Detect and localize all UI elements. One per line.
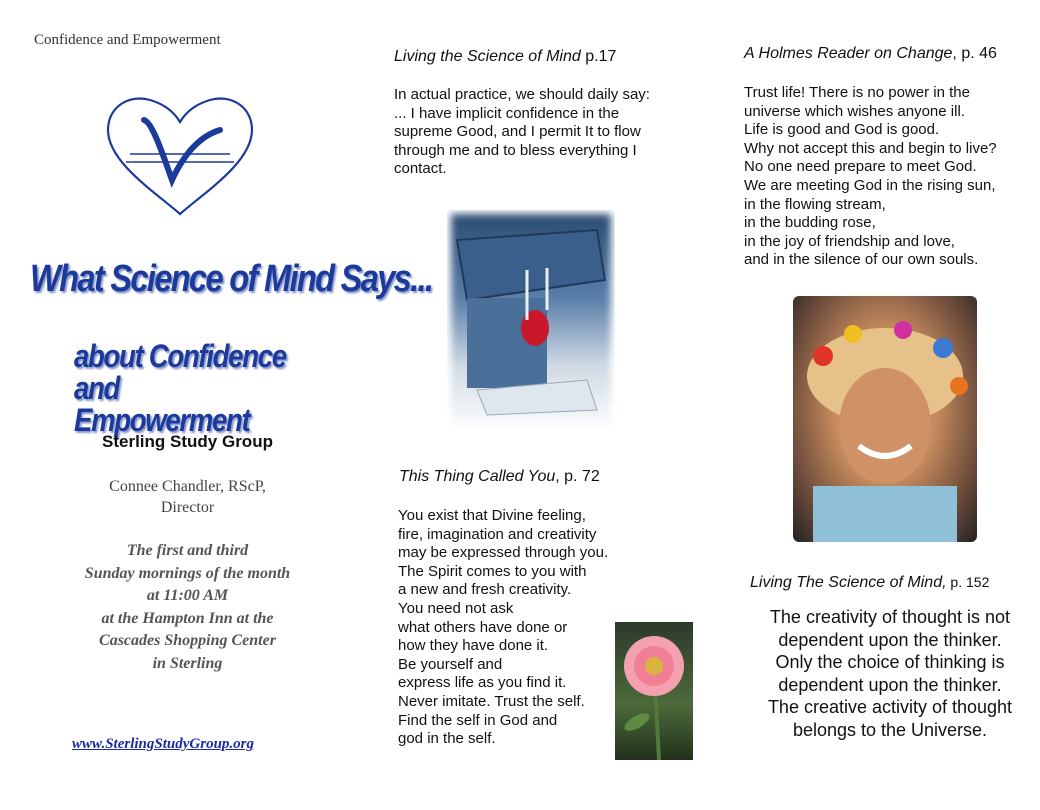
para2-line: You need not ask — [398, 599, 514, 617]
para2-line: what others have done or — [398, 618, 568, 636]
para2-line: Find the self in God and — [398, 711, 558, 729]
para1-line: through me and to bless everything I — [394, 141, 637, 159]
para2-line: Be yourself and — [398, 655, 503, 673]
para2-line: may be expressed through you. — [398, 544, 609, 562]
director-name: Connee Chandler, RScP, — [109, 478, 266, 495]
para2-line: express life as you find it. — [398, 674, 567, 692]
subtitle-line-1: about Confidence — [74, 338, 286, 374]
ref4-title: Living The Science of Mind, — [750, 574, 947, 591]
heart-v-logo — [100, 92, 260, 222]
ref4-page: p. 152 — [946, 574, 990, 590]
para2-line: how they have done it. — [398, 637, 549, 655]
para3-line: in the budding rose, — [744, 214, 876, 232]
para1-line: contact. — [394, 160, 447, 178]
para2-line: god in the self. — [398, 730, 496, 748]
quote-line: Only the choice of thinking is — [775, 652, 1005, 672]
reference-2 — [399, 468, 600, 486]
quote-line: dependent upon the thinker. — [778, 629, 1002, 650]
director-role: Director — [160, 499, 215, 516]
schedule-line: at 11:00 AM — [146, 587, 229, 604]
schedule-block — [0, 540, 375, 675]
ref2-page: , p. 72 — [555, 468, 600, 485]
quote-line: dependent upon the thinker. — [778, 674, 1002, 695]
quote-block — [740, 606, 1040, 741]
para3-line: Life is good and God is good. — [744, 121, 940, 139]
para1-line: supreme Good, and I permit It to flow — [394, 123, 641, 141]
para2-line: Never imitate. Trust the self. — [398, 692, 585, 710]
para3-line: Trust life! There is no power in the — [744, 84, 970, 101]
schedule-line: Sunday mornings of the month — [84, 564, 291, 582]
subtitle — [74, 340, 298, 436]
ref3-page: , p. 46 — [952, 45, 997, 62]
paragraph-3 — [744, 84, 997, 270]
main-title: What Science of Mind Says... — [30, 258, 433, 300]
reference-3 — [744, 45, 997, 63]
quote-line: The creative activity of thought — [767, 697, 1013, 717]
group-name: Sterling Study Group — [102, 432, 273, 451]
para3-line: We are meeting God in the rising sun, — [744, 176, 996, 194]
para3-line: Why not accept this and begin to live? — [744, 139, 997, 157]
para1-line: In actual practice, we should daily say: — [394, 86, 650, 103]
quote-line: belongs to the Universe. — [792, 719, 988, 740]
pink-flower-photo — [615, 622, 693, 760]
quote-line: The creativity of thought is not — [769, 607, 1011, 627]
ref1-title: Living the Science of Mind — [394, 48, 581, 65]
bird-feeder-photo — [447, 210, 615, 432]
para2-line: The Spirit comes to you with — [398, 562, 587, 580]
ref1-page: p.17 — [580, 48, 617, 65]
para2-line: You exist that Divine feeling, — [398, 507, 586, 524]
subtitle-line-2: and Empowerment — [74, 370, 250, 438]
para3-line: universe which wishes anyone ill. — [744, 102, 965, 120]
schedule-line: in Sterling — [152, 654, 223, 672]
para3-line: No one need prepare to meet God. — [744, 158, 977, 176]
portrait-photo — [793, 296, 977, 542]
para3-line: in the flowing stream, — [744, 195, 886, 213]
paragraph-1 — [394, 86, 650, 179]
para3-line: and in the silence of our own souls. — [744, 251, 979, 269]
para2-line: fire, imagination and creativity — [398, 525, 597, 543]
website-link[interactable]: www.SterlingStudyGroup.org — [72, 736, 254, 752]
top-label: Confidence and Empowerment — [34, 32, 221, 48]
schedule-line: at the Hampton Inn at the — [101, 609, 274, 627]
schedule-line: Cascades Shopping Center — [99, 632, 276, 649]
paragraph-2 — [398, 507, 608, 749]
ref2-title: This Thing Called You — [399, 468, 556, 485]
para3-line: in the joy of friendship and love, — [744, 232, 955, 250]
ref3-title: A Holmes Reader on Change — [744, 45, 953, 62]
director-block — [0, 476, 375, 518]
para2-line: a new and fresh creativity. — [398, 581, 572, 599]
reference-4 — [750, 574, 989, 592]
reference-1 — [394, 48, 616, 66]
para1-line: ... I have implicit confidence in the — [394, 104, 620, 122]
schedule-line: The first and third — [126, 542, 249, 559]
